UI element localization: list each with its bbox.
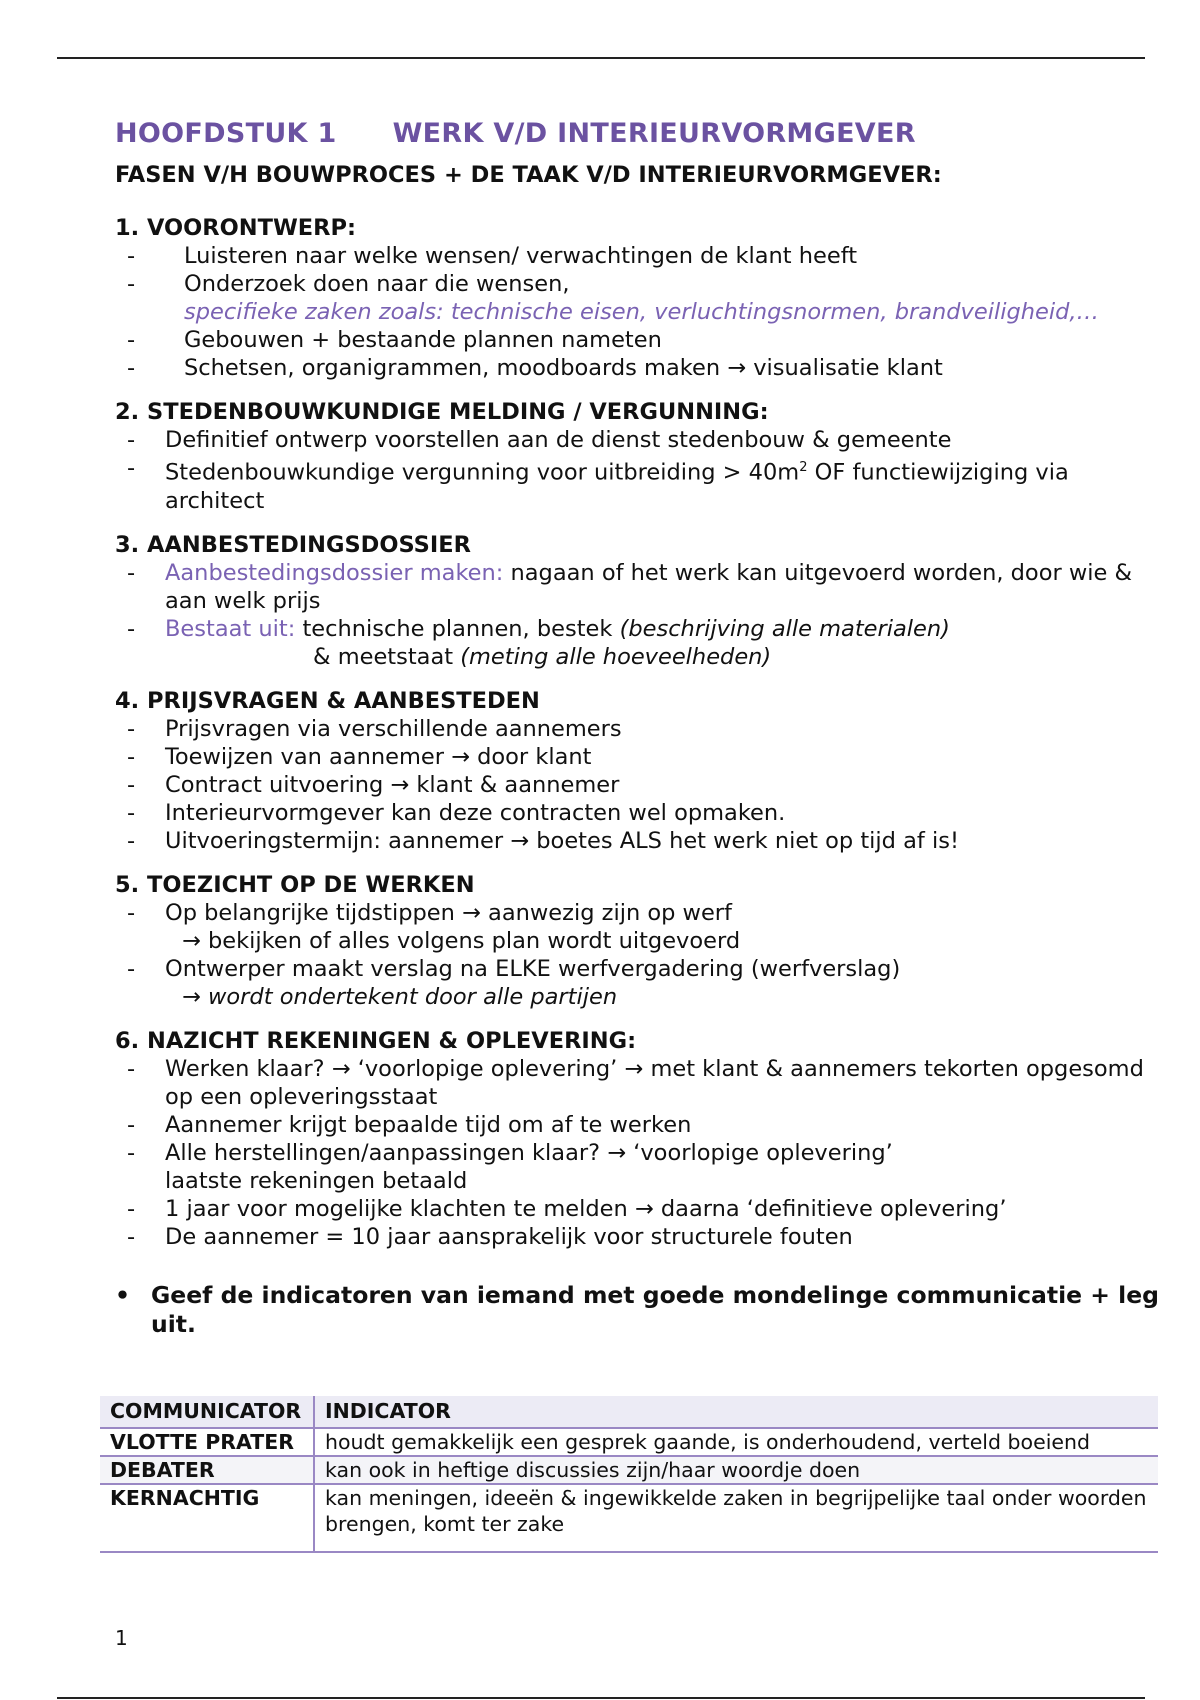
top-rule xyxy=(57,57,1145,59)
bullet-icon: • xyxy=(115,1280,131,1309)
list-item: - Aanbestedingsdossier maken: nagaan of het werk kan uitgevoerd worden, door wie & aan welk prijs xyxy=(127,559,1133,614)
chapter-heading xyxy=(115,118,1155,152)
section-6 xyxy=(115,1027,1155,1251)
list-item: - Definitief ontwerp voorstellen aan de dienst stedenbouw & gemeente xyxy=(127,427,952,453)
table-cell: VLOTTE PRATER xyxy=(100,1428,314,1456)
chapter-number: HOOFDSTUK 1 xyxy=(115,118,337,149)
page-content xyxy=(115,118,1159,1339)
list-item: - Interieurvormgever kan deze contracten wel opmaken. xyxy=(127,799,786,826)
note-text: specifieke zaken zoals: technische eisen, verluchtingsnormen, brandveiligheid,… xyxy=(184,299,1100,325)
question-text: Geef de indicatoren van iemand met goede mondelinge communicatie + leg uit. xyxy=(151,1280,1159,1338)
subtitle: FASEN V/H BOUWPROCES + DE TAAK V/D INTERIEURVORMGEVER: xyxy=(115,162,942,188)
section-list xyxy=(115,426,1155,515)
list-item: - De aannemer = 10 jaar aansprakelijk voor structurele fouten xyxy=(127,1223,853,1250)
list-item: - Op belangrijke tijdstippen → aanwezig zijn op werf → bekijken of alles volgens plan wordt uitgevoerd xyxy=(127,899,741,954)
table-cell: houdt gemakkelijk een gesprek gaande, is onderhoudend, verteld boeiend xyxy=(314,1428,1158,1456)
list-item: - Bestaat uit: technische plannen, bestek (beschrijving alle materialen) & meetstaat (meting alle hoeveelheden) xyxy=(127,615,950,670)
table-row xyxy=(100,1484,1158,1552)
section-title: 3. AANBESTEDINGSDOSSIER xyxy=(115,531,471,558)
list-item: - Ontwerper maakt verslag na ELKE werfvergadering (werfverslag) → wordt ondertekent door alle partijen xyxy=(127,955,901,1010)
section-list xyxy=(115,559,1155,671)
section-title: 1. VOORONTWERP: xyxy=(115,215,356,241)
section-list xyxy=(115,1055,1155,1251)
table-cell: kan meningen, ideeën & ingewikkelde zaken in begrijpelijke taal onder woorden brengen, komt ter zake xyxy=(314,1484,1158,1552)
section-title: 2. STEDENBOUWKUNDIGE MELDING / VERGUNNING: xyxy=(115,399,769,425)
list-item: - 1 jaar voor mogelijke klachten te melden → daarna ‘definitieve oplevering’ xyxy=(127,1195,1007,1222)
list-item: - Contract uitvoering → klant & aannemer xyxy=(127,771,620,798)
question xyxy=(115,1281,1161,1339)
list-item: - Toewijzen van aannemer → door klant xyxy=(127,743,592,770)
section-1 xyxy=(115,214,1155,382)
table-cell: kan ook in heftige discussies zijn/haar woordje doen xyxy=(314,1456,1158,1484)
table-row xyxy=(100,1428,1158,1456)
section-title: 5. TOEZICHT OP DE WERKEN xyxy=(115,871,475,898)
list-item: - Gebouwen + bestaande plannen nameten xyxy=(127,327,662,353)
section-list xyxy=(115,715,1155,855)
section-4 xyxy=(115,687,1155,855)
table-header-row xyxy=(100,1396,1158,1428)
list-item: - Werken klaar? → ‘voorlopige oplevering’ → met klant & aannemers tekorten opgesomd op een opleveringsstaat xyxy=(127,1055,1144,1110)
table-row xyxy=(100,1456,1158,1484)
page-number: 1 xyxy=(115,1626,128,1650)
section-list xyxy=(115,242,1155,382)
list-item: - Uitvoeringstermijn: aannemer → boetes ALS het werk niet op tijd af is! xyxy=(127,827,959,854)
list-item: - Schetsen, organigrammen, moodboards maken → visualisatie klant xyxy=(127,355,943,381)
chapter-title: WERK V/D INTERIEURVORMGEVER xyxy=(392,118,916,149)
list-item: - Alle herstellingen/aanpassingen klaar? → ‘voorlopige oplevering’ laatste rekeningen betaald xyxy=(127,1139,893,1194)
section-5 xyxy=(115,871,1155,1011)
column-header: COMMUNICATOR xyxy=(100,1396,314,1428)
section-3 xyxy=(115,531,1155,671)
section-list xyxy=(115,899,1155,1011)
list-item: - Onderzoek doen naar die wensen, specifieke zaken zoals: technische eisen, verluchtingsnormen, brandveiligheid,… xyxy=(127,271,1100,325)
list-item: - Aannemer krijgt bepaalde tijd om af te werken xyxy=(127,1111,692,1138)
section-title: 6. NAZICHT REKENINGEN & OPLEVERING: xyxy=(115,1027,637,1054)
indicator-table xyxy=(100,1396,1158,1553)
column-header: INDICATOR xyxy=(314,1396,1158,1428)
table-cell: DEBATER xyxy=(100,1456,314,1484)
bottom-rule xyxy=(57,1697,1145,1699)
list-item: - Stedenbouwkundige vergunning voor uitbreiding > $40m^2$ OF functiewijziging via architect xyxy=(127,455,1069,514)
list-item: - Prijsvragen via verschillende aannemers xyxy=(127,715,622,742)
section-title: 4. PRIJSVRAGEN & AANBESTEDEN xyxy=(115,687,540,714)
table-cell: KERNACHTIG xyxy=(100,1484,314,1552)
section-2 xyxy=(115,398,1155,515)
list-item: - Luisteren naar welke wensen/ verwachtingen de klant heeft xyxy=(127,243,858,269)
